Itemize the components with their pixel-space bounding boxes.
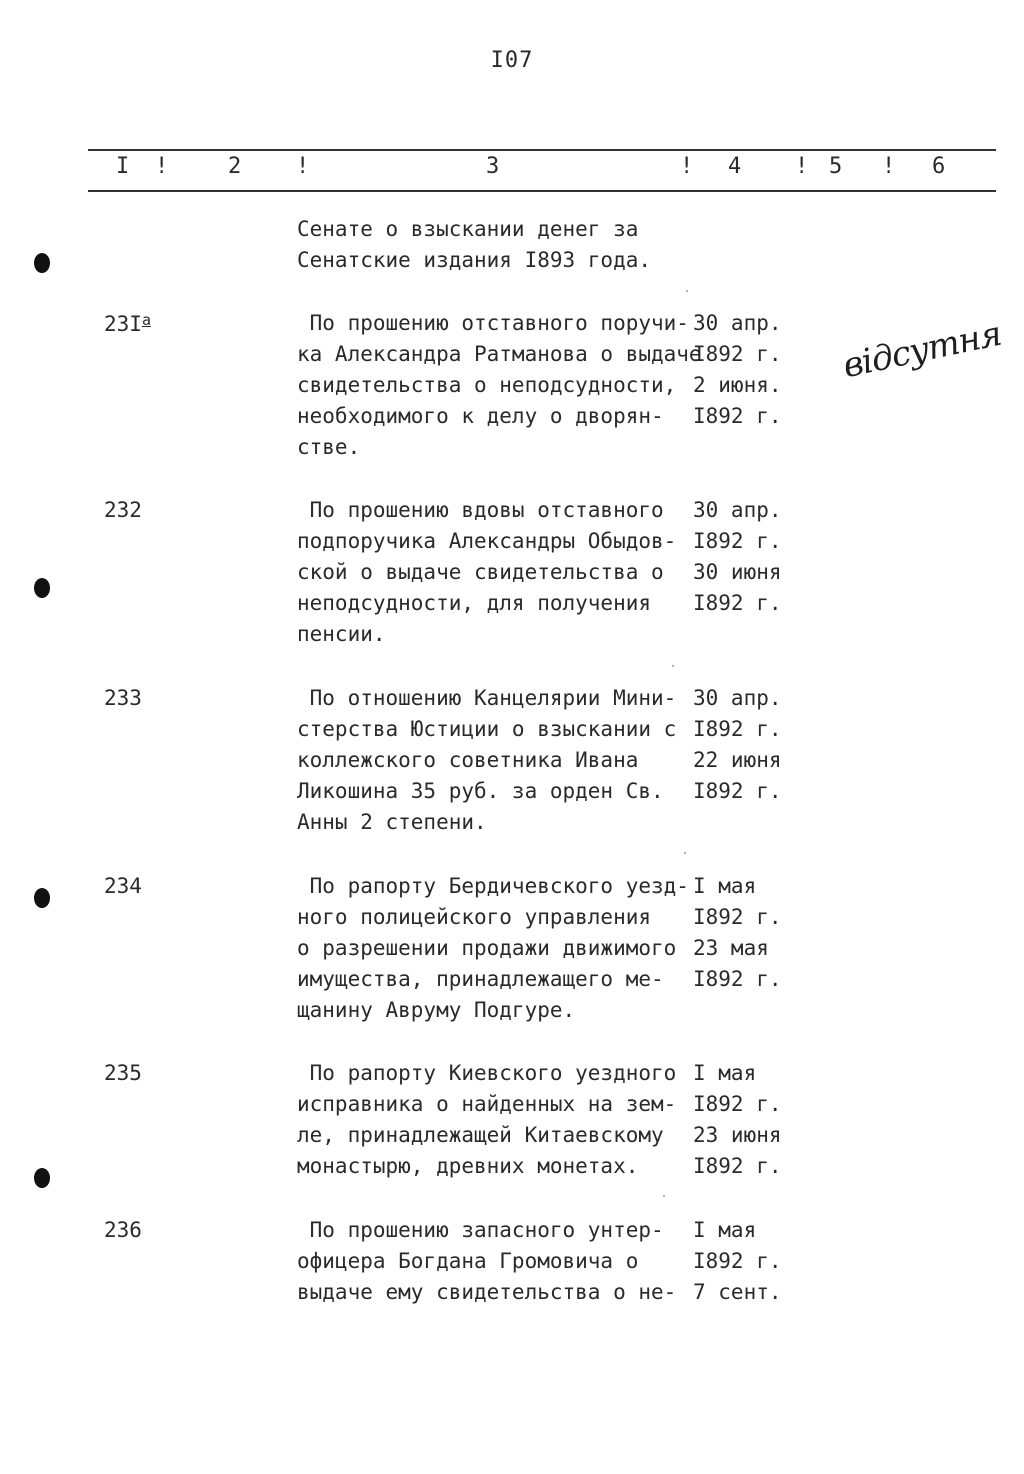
header-col-4: 4: [728, 154, 742, 179]
entry-text-line: имущества, принадлежащего ме-: [297, 967, 664, 991]
binding-hole: [34, 253, 50, 273]
entry-number-suffix: а: [141, 311, 151, 329]
entry-date-line: I892 г.: [693, 1249, 782, 1273]
entry-date-line: I892 г.: [693, 529, 782, 553]
entry-date-line: 23 мая: [693, 936, 769, 960]
entry-text-line: стве.: [297, 435, 361, 459]
header-separator: !: [795, 154, 809, 179]
entry-date-line: 30 июня: [693, 560, 782, 584]
header-separator: !: [155, 154, 169, 179]
entry-date-line: 22 июня: [693, 748, 782, 772]
entry-date-line: I892 г.: [693, 1154, 782, 1178]
entry-number: 236: [104, 1218, 142, 1242]
entry-date-line: 30 апр.: [693, 311, 782, 335]
header-separator: !: [680, 154, 694, 179]
entry-date-line: I892 г.: [693, 1092, 782, 1116]
entry-date-line: I892 г.: [693, 967, 782, 991]
binding-hole: [34, 888, 50, 908]
entry-date-line: I892 г.: [693, 779, 782, 803]
entry-text-line: ного полицейского управления: [297, 905, 652, 929]
entry-date-line: 30 апр.: [693, 498, 782, 522]
entry-date-line: I892 г.: [693, 404, 782, 428]
entry-number: 235: [104, 1061, 142, 1085]
entry-date-line: I892 г.: [693, 717, 782, 741]
entry-text-line: ской о выдаче свидетельства о: [297, 560, 664, 584]
entry-number: 233: [104, 686, 142, 710]
page-number: I07: [490, 48, 534, 73]
entry-text-line: свидетельства о неподсудности,: [297, 373, 677, 397]
continuation-line: Сенате о взыскании денег за: [297, 217, 639, 241]
entry-text-line: о разрешении продажи движимого: [297, 936, 677, 960]
entry-number: [104, 311, 151, 336]
entry-text-line: ка Александра Ратманова о выдаче: [297, 342, 702, 366]
entry-text-line: По отношению Канцелярии Мини-: [297, 686, 677, 710]
entry-date-line: I892 г.: [693, 591, 782, 615]
header-separator: !: [882, 154, 896, 179]
entry-text-line: необходимого к делу о дворян-: [297, 404, 664, 428]
entry-date-line: 23 июня: [693, 1123, 782, 1147]
entry-date-line: I мая: [693, 1218, 757, 1242]
scan-speck: [672, 665, 674, 667]
entry-date-line: I892 г.: [693, 342, 782, 366]
table-header: [0, 154, 1024, 186]
header-col-6: 6: [932, 154, 946, 179]
entry-date-line: I мая: [693, 1061, 757, 1085]
header-col-1: I: [116, 154, 130, 179]
entry-text-line: ле, принадлежащей Китаевскому: [297, 1123, 664, 1147]
entry-text-line: монастырю, древних монетах.: [297, 1154, 639, 1178]
binding-hole: [34, 578, 50, 598]
entry-text-line: Анны 2 степени.: [297, 810, 487, 834]
entry-text-line: стерства Юстиции о взыскании с: [297, 717, 677, 741]
scan-speck: [686, 290, 688, 292]
entry-text-line: По рапорту Бердичевского уезд-: [297, 874, 689, 898]
entry-text-line: По прошению вдовы отставного: [297, 498, 664, 522]
entry-number: 232: [104, 498, 142, 522]
entry-text-line: коллежского советника Ивана: [297, 748, 639, 772]
entry-text-line: пенсии.: [297, 622, 386, 646]
entry-text-line: По прошению отставного поручи-: [297, 311, 689, 335]
header-separator: !: [296, 154, 310, 179]
header-col-3: 3: [486, 154, 500, 179]
entry-number-value: 23I: [104, 312, 142, 336]
entry-date-line: 2 июня.: [693, 373, 782, 397]
entry-date-line: 7 сент.: [693, 1280, 782, 1304]
header-col-5: 5: [829, 154, 843, 179]
continuation-line: Сенатские издания I893 года.: [297, 248, 652, 272]
entry-date-line: I мая: [693, 874, 757, 898]
header-col-2: 2: [228, 154, 242, 179]
binding-hole: [34, 1168, 50, 1188]
entry-text-line: исправника о найденных на зем-: [297, 1092, 677, 1116]
entry-text-line: По прошению запасного унтер-: [297, 1218, 664, 1242]
header-bottom-rule: [88, 190, 996, 192]
entry-text-line: выдаче ему свидетельства о не-: [297, 1280, 677, 1304]
entry-text-line: неподсудности, для получения: [297, 591, 652, 615]
entry-date-line: I892 г.: [693, 905, 782, 929]
entry-text-line: офицера Богдана Громовича о: [297, 1249, 639, 1273]
header-top-rule: [88, 149, 996, 151]
entry-text-line: подпоручика Александры Обыдов-: [297, 529, 677, 553]
entry-number: 234: [104, 874, 142, 898]
entry-date-line: 30 апр.: [693, 686, 782, 710]
scan-speck: [663, 1195, 665, 1197]
scan-speck: [684, 852, 686, 854]
entry-text-line: щанину Авруму Подгуре.: [297, 998, 576, 1022]
entry-text-line: Ликошина 35 руб. за орден Св.: [297, 779, 664, 803]
handwritten-note: відсутня: [839, 313, 1005, 387]
entry-text-line: По рапорту Киевского уездного: [297, 1061, 677, 1085]
